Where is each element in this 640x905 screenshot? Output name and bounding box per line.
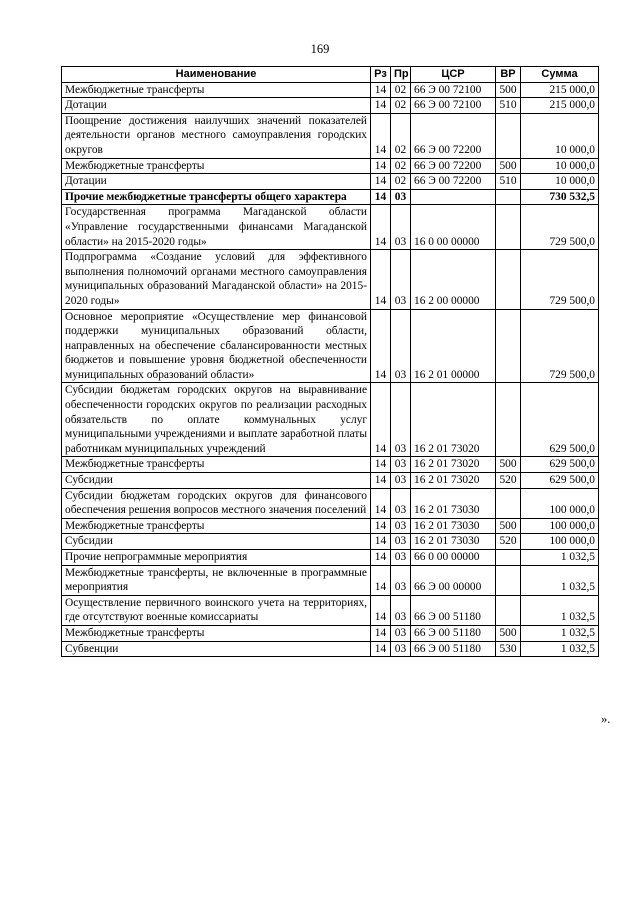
cell-vr [496, 383, 521, 457]
cell-csr: 16 2 01 73030 [411, 534, 496, 550]
cell-csr: 16 2 01 73030 [411, 488, 496, 518]
cell-pr: 03 [391, 641, 411, 657]
table-row [62, 565, 599, 595]
cell-sum: 629 500,0 [521, 473, 599, 489]
table-row [62, 174, 599, 190]
cell-csr: 16 0 00 00000 [411, 205, 496, 250]
cell-csr: 66 Э 00 51180 [411, 595, 496, 625]
header-row [62, 67, 599, 83]
header-csr: ЦСР [411, 67, 496, 83]
cell-rz: 14 [371, 98, 391, 114]
cell-pr: 02 [391, 98, 411, 114]
cell-pr: 02 [391, 174, 411, 190]
cell-name: Подпрограмма «Создание условий для эффективного выполнения полномочий органами местного самоуправления муниципальных образований Магаданской области» на 2015-2020 годы» [62, 250, 371, 309]
cell-csr: 66 Э 00 00000 [411, 565, 496, 595]
table-row [62, 473, 599, 489]
cell-sum: 215 000,0 [521, 82, 599, 98]
cell-name: Субсидии бюджетам городских округов для финансового обеспечения решения вопросов местного значения поселений [62, 488, 371, 518]
cell-sum: 215 000,0 [521, 98, 599, 114]
cell-sum: 629 500,0 [521, 383, 599, 457]
cell-csr: 66 Э 00 72100 [411, 98, 496, 114]
cell-rz: 14 [371, 595, 391, 625]
cell-vr [496, 550, 521, 566]
cell-vr: 530 [496, 641, 521, 657]
cell-name: Межбюджетные трансферты [62, 625, 371, 641]
cell-name: Субвенции [62, 641, 371, 657]
cell-sum: 1 032,5 [521, 625, 599, 641]
cell-name: Субсидии бюджетам городских округов на выравнивание обеспеченности городских округов по реализации расходных обязательств по оплате коммунальных услуг муниципальными учреждениями и выплате заработной платы работникам муниципальных учреждений [62, 383, 371, 457]
cell-sum: 10 000,0 [521, 174, 599, 190]
cell-sum: 629 500,0 [521, 457, 599, 473]
cell-name: Субсидии [62, 473, 371, 489]
cell-sum: 100 000,0 [521, 518, 599, 534]
table-row [62, 98, 599, 114]
table-row [62, 113, 599, 158]
header-sum: Сумма [521, 67, 599, 83]
cell-vr [496, 250, 521, 309]
cell-name: Дотации [62, 174, 371, 190]
cell-rz: 14 [371, 550, 391, 566]
table-row [62, 383, 599, 457]
cell-vr [496, 309, 521, 383]
page-number: 169 [310, 42, 330, 56]
cell-rz: 14 [371, 534, 391, 550]
cell-sum: 730 532,5 [521, 189, 599, 205]
cell-vr: 520 [496, 534, 521, 550]
table-row [62, 595, 599, 625]
cell-csr: 16 2 00 00000 [411, 250, 496, 309]
cell-csr: 66 Э 00 72200 [411, 158, 496, 174]
table-row [62, 457, 599, 473]
cell-pr: 03 [391, 473, 411, 489]
cell-vr [496, 565, 521, 595]
cell-vr [496, 113, 521, 158]
cell-name: Межбюджетные трансферты [62, 457, 371, 473]
cell-name: Основное мероприятие «Осуществление мер финансовой поддержки муниципальных образований области, направленных на обеспечение сбалансированности местных бюджетов и повышение уровня бюджетной обеспеченности муниципальных образований области» [62, 309, 371, 383]
cell-sum: 729 500,0 [521, 205, 599, 250]
cell-csr: 16 2 01 73020 [411, 383, 496, 457]
cell-sum: 1 032,5 [521, 595, 599, 625]
cell-pr: 03 [391, 383, 411, 457]
table-row [62, 625, 599, 641]
table-row [62, 518, 599, 534]
cell-pr: 02 [391, 113, 411, 158]
cell-name: Межбюджетные трансферты [62, 82, 371, 98]
cell-sum: 1 032,5 [521, 641, 599, 657]
cell-sum: 100 000,0 [521, 488, 599, 518]
cell-rz: 14 [371, 189, 391, 205]
table-row [62, 189, 599, 205]
cell-rz: 14 [371, 205, 391, 250]
cell-vr: 510 [496, 174, 521, 190]
cell-rz: 14 [371, 565, 391, 595]
table-row [62, 550, 599, 566]
table-row [62, 82, 599, 98]
cell-csr: 16 2 01 73030 [411, 518, 496, 534]
cell-csr [411, 189, 496, 205]
cell-csr: 66 Э 00 51180 [411, 625, 496, 641]
cell-vr: 500 [496, 625, 521, 641]
cell-name: Прочие межбюджетные трансферты общего характера [62, 189, 371, 205]
cell-pr: 02 [391, 82, 411, 98]
cell-vr: 520 [496, 473, 521, 489]
cell-name: Осуществление первичного воинского учета на территориях, где отсутствуют военные комиссариаты [62, 595, 371, 625]
header-name: Наименование [62, 67, 371, 83]
cell-rz: 14 [371, 113, 391, 158]
cell-csr: 66 Э 00 72200 [411, 174, 496, 190]
table-row [62, 250, 599, 309]
table-row [62, 641, 599, 657]
table-row [62, 534, 599, 550]
cell-rz: 14 [371, 309, 391, 383]
cell-csr: 16 2 01 73020 [411, 473, 496, 489]
cell-sum: 1 032,5 [521, 565, 599, 595]
table-row [62, 158, 599, 174]
cell-rz: 14 [371, 488, 391, 518]
cell-sum: 10 000,0 [521, 158, 599, 174]
cell-pr: 03 [391, 518, 411, 534]
cell-pr: 03 [391, 309, 411, 383]
cell-pr: 03 [391, 625, 411, 641]
table-row [62, 205, 599, 250]
cell-rz: 14 [371, 250, 391, 309]
cell-name: Прочие непрограммные мероприятия [62, 550, 371, 566]
cell-vr [496, 205, 521, 250]
cell-pr: 03 [391, 565, 411, 595]
cell-vr: 500 [496, 158, 521, 174]
cell-pr: 02 [391, 158, 411, 174]
cell-pr: 03 [391, 550, 411, 566]
cell-rz: 14 [371, 457, 391, 473]
cell-pr: 03 [391, 189, 411, 205]
header-vr: ВР [496, 67, 521, 83]
cell-pr: 03 [391, 457, 411, 473]
table-row [62, 488, 599, 518]
cell-pr: 03 [391, 488, 411, 518]
cell-vr [496, 488, 521, 518]
cell-name: Межбюджетные трансферты [62, 518, 371, 534]
cell-pr: 03 [391, 595, 411, 625]
cell-sum: 729 500,0 [521, 250, 599, 309]
cell-rz: 14 [371, 518, 391, 534]
cell-rz: 14 [371, 473, 391, 489]
cell-name: Субсидии [62, 534, 371, 550]
cell-vr: 500 [496, 518, 521, 534]
table-body [62, 82, 599, 657]
cell-sum: 1 032,5 [521, 550, 599, 566]
budget-table [61, 66, 599, 657]
cell-rz: 14 [371, 383, 391, 457]
table-row [62, 309, 599, 383]
cell-csr: 16 2 01 73020 [411, 457, 496, 473]
cell-csr: 66 Э 00 72200 [411, 113, 496, 158]
cell-rz: 14 [371, 625, 391, 641]
cell-name: Государственная программа Магаданской области «Управление государственными финансами Магаданской области» на 2015-2020 годы» [62, 205, 371, 250]
cell-csr: 66 Э 00 51180 [411, 641, 496, 657]
cell-rz: 14 [371, 158, 391, 174]
cell-name: Дотации [62, 98, 371, 114]
cell-csr: 66 Э 00 72100 [411, 82, 496, 98]
header-rz: Рз [371, 67, 391, 83]
header-pr: Пр [391, 67, 411, 83]
cell-name: Поощрение достижения наилучших значений показателей деятельности органов местного самоуправления городских округов [62, 113, 371, 158]
cell-rz: 14 [371, 641, 391, 657]
cell-pr: 03 [391, 534, 411, 550]
closing-quote: ». [601, 712, 611, 726]
cell-sum: 100 000,0 [521, 534, 599, 550]
cell-pr: 03 [391, 250, 411, 309]
cell-vr: 500 [496, 457, 521, 473]
cell-sum: 729 500,0 [521, 309, 599, 383]
cell-vr: 510 [496, 98, 521, 114]
cell-rz: 14 [371, 82, 391, 98]
cell-vr [496, 189, 521, 205]
cell-csr: 16 2 01 00000 [411, 309, 496, 383]
cell-sum: 10 000,0 [521, 113, 599, 158]
cell-vr [496, 595, 521, 625]
cell-vr: 500 [496, 82, 521, 98]
cell-name: Межбюджетные трансферты [62, 158, 371, 174]
cell-rz: 14 [371, 174, 391, 190]
cell-csr: 66 0 00 00000 [411, 550, 496, 566]
cell-name: Межбюджетные трансферты, не включенные в программные мероприятия [62, 565, 371, 595]
cell-pr: 03 [391, 205, 411, 250]
